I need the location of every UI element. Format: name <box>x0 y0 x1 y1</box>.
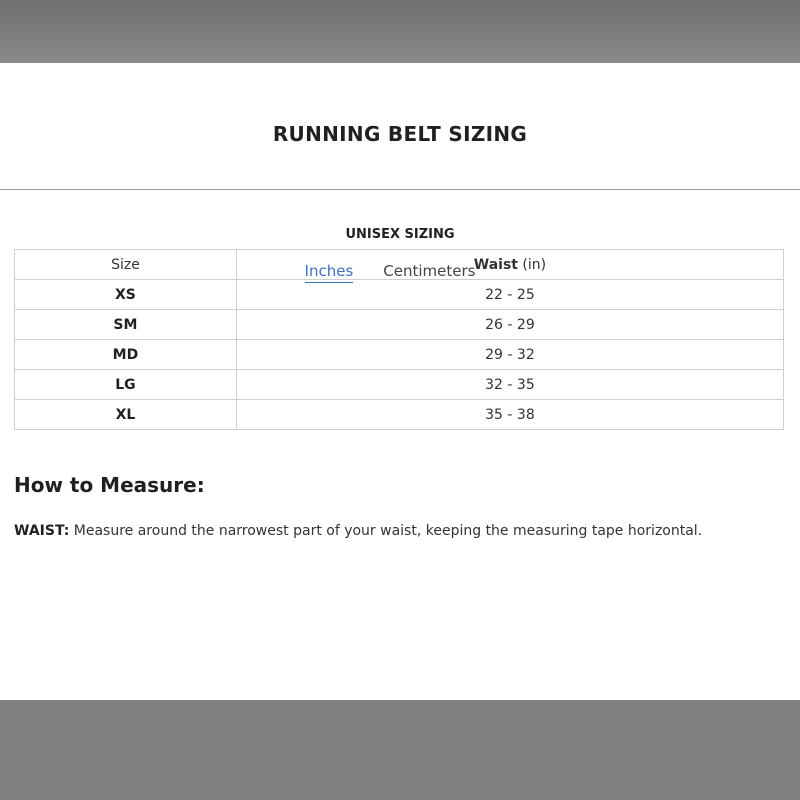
page-backdrop-top[interactable] <box>0 0 800 63</box>
waist-cell: 32 - 35 <box>236 370 783 400</box>
waist-cell: 26 - 29 <box>236 310 783 340</box>
size-cell: SM <box>15 310 237 340</box>
size-table <box>14 249 784 430</box>
tab-inches[interactable]: Inches <box>305 262 354 283</box>
table-row <box>15 400 784 430</box>
tab-centimeters[interactable]: Centimeters <box>383 262 476 280</box>
modal-header <box>0 63 800 190</box>
header-waist-unit: (in) <box>522 256 547 273</box>
size-cell: XL <box>15 400 237 430</box>
modal-title: RUNNING BELT SIZING <box>272 122 528 146</box>
page-backdrop-bottom[interactable] <box>0 700 800 800</box>
table-row <box>15 310 784 340</box>
waist-cell: 22 - 25 <box>236 280 783 310</box>
table-row <box>15 370 784 400</box>
header-size: Size <box>15 250 237 280</box>
header-waist-label: Waist <box>473 256 518 273</box>
how-to-measure-heading: How to Measure: <box>14 473 205 497</box>
waist-cell: 35 - 38 <box>236 400 783 430</box>
waist-cell: 29 - 32 <box>236 340 783 370</box>
table-row <box>15 280 784 310</box>
section-title: UNISEX SIZING <box>345 227 455 242</box>
header-waist <box>236 250 783 280</box>
table-row <box>15 340 784 370</box>
size-cell: XS <box>15 280 237 310</box>
size-cell: MD <box>15 340 237 370</box>
waist-instructions-text: Measure around the narrowest part of your waist, keeping the measuring tape horizontal. <box>73 523 703 539</box>
waist-instructions <box>14 523 786 539</box>
size-cell: LG <box>15 370 237 400</box>
table-header-row <box>15 250 784 280</box>
waist-instructions-label: WAIST: <box>14 523 70 539</box>
